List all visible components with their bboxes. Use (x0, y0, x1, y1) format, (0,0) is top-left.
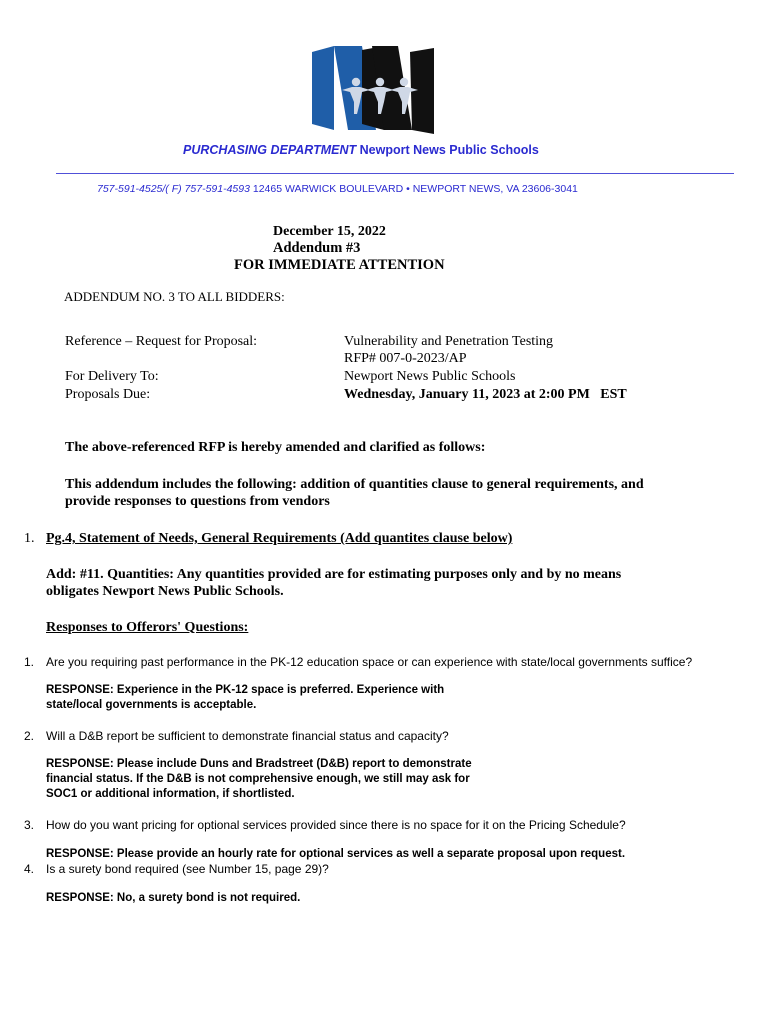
response-line: RESPONSE: Please provide an hourly rate for optional services as well a separate proposal upon request. (46, 848, 626, 860)
question-text: Will a D&B report be sufficient to demonstrate financial status and capacity? (46, 729, 449, 743)
response-line: RESPONSE: Please include Duns and Bradstreet (D&B) report to demonstrate (46, 758, 472, 770)
question-number: 4. (24, 862, 35, 876)
delivery-label: For Delivery To: (65, 369, 159, 384)
delivery-value: Newport News Public Schools (344, 369, 516, 384)
due-label: Proposals Due: (65, 387, 151, 402)
attention-heading: FOR IMMEDIATE ATTENTION (234, 257, 445, 273)
response-line: RESPONSE: Experience in the PK-12 space is preferred. Experience with (46, 684, 445, 696)
document-date: December 15, 2022 (273, 224, 386, 239)
rfp-number: RFP# 007-0-2023/AP (344, 351, 467, 366)
question-text: Is a surety bond required (see Number 15, page 29)? (46, 862, 329, 876)
response-line: SOC1 or additional information, if shortlisted. (46, 788, 295, 800)
item-title: Pg.4, Statement of Needs, General Requirements (Add quantites clause below) (46, 531, 513, 546)
question-number: 3. (24, 818, 35, 832)
school-logo (312, 44, 436, 136)
to-line: ADDENDUM NO. 3 TO ALL BIDDERS: (64, 289, 285, 304)
responses-heading: Responses to Offerors' Questions: (46, 620, 249, 635)
add-clause-line-2: obligates Newport News Public Schools. (46, 584, 284, 599)
reference-value: Vulnerability and Penetration Testing (344, 334, 554, 349)
question-number: 1. (24, 655, 35, 669)
item-number: 1. (24, 531, 35, 546)
letterhead-divider (56, 173, 734, 174)
phone-fax: 757-591-4525/( F) 757-591-4593 (97, 183, 250, 195)
response-line: RESPONSE: No, a surety bond is not required. (46, 892, 301, 904)
addendum-number: Addendum #3 (273, 240, 361, 256)
response-line: financial status. If the D&B is not comprehensive enough, we still may ask for (46, 773, 470, 785)
add-clause-line-1: Add: #11. Quantities: Any quantities provided are for estimating purposes only and by no means (46, 567, 622, 582)
street-address: 12465 WARWICK BOULEVARD • NEWPORT NEWS, VA 23606-3041 (252, 183, 578, 195)
letterhead-title (183, 143, 539, 157)
district-name: Newport News Public Schools (359, 143, 539, 157)
question-number: 2. (24, 729, 35, 743)
reference-label: Reference – Request for Proposal: (65, 334, 258, 349)
question-text: How do you want pricing for optional services provided since there is no space for it on the Pricing Schedule? (46, 818, 626, 832)
question-text: Are you requiring past performance in the PK-12 education space or can experience with state/local governments suffice? (46, 655, 693, 669)
department-name: PURCHASING DEPARTMENT (183, 143, 357, 157)
response-line: state/local governments is acceptable. (46, 699, 257, 711)
due-value: Wednesday, January 11, 2023 at 2:00 PM EST (344, 387, 627, 402)
includes-line-2: provide responses to questions from vendors (65, 494, 330, 509)
includes-line-1: This addendum includes the following: addition of quantities clause to general requirements, and (65, 477, 644, 492)
amended-statement: The above-referenced RFP is hereby amended and clarified as follows: (65, 440, 486, 455)
contact-line (97, 183, 578, 195)
